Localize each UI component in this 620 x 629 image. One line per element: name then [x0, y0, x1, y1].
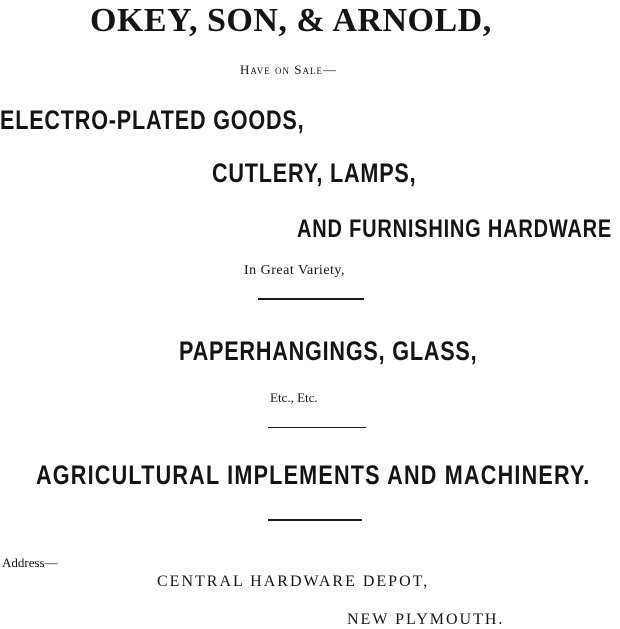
item-electro-plated-goods: ELECTRO-PLATED GOODS,	[0, 105, 305, 135]
item-paperhangings-glass: PAPERHANGINGS, GLASS,	[179, 336, 478, 366]
divider-rule	[268, 519, 362, 521]
item-cutlery-lamps: CUTLERY, LAMPS,	[212, 158, 417, 188]
address-line-depot: CENTRAL HARDWARE DEPOT,	[157, 573, 430, 590]
address-line-town: NEW PLYMOUTH.	[347, 611, 505, 628]
intro-text: Have on Sale—	[240, 62, 337, 77]
company-title: OKEY, SON, & ARNOLD,	[90, 2, 492, 39]
item-furnishing-hardware: AND FURNISHING HARDWARE	[297, 215, 613, 243]
etc-note: Etc., Etc.	[270, 390, 318, 405]
address-label: Address—	[2, 555, 58, 570]
variety-note: In Great Variety,	[244, 263, 346, 278]
divider-rule	[258, 298, 364, 300]
item-agricultural-implements: AGRICULTURAL IMPLEMENTS AND MACHINERY.	[36, 460, 591, 490]
divider-rule	[268, 427, 366, 428]
